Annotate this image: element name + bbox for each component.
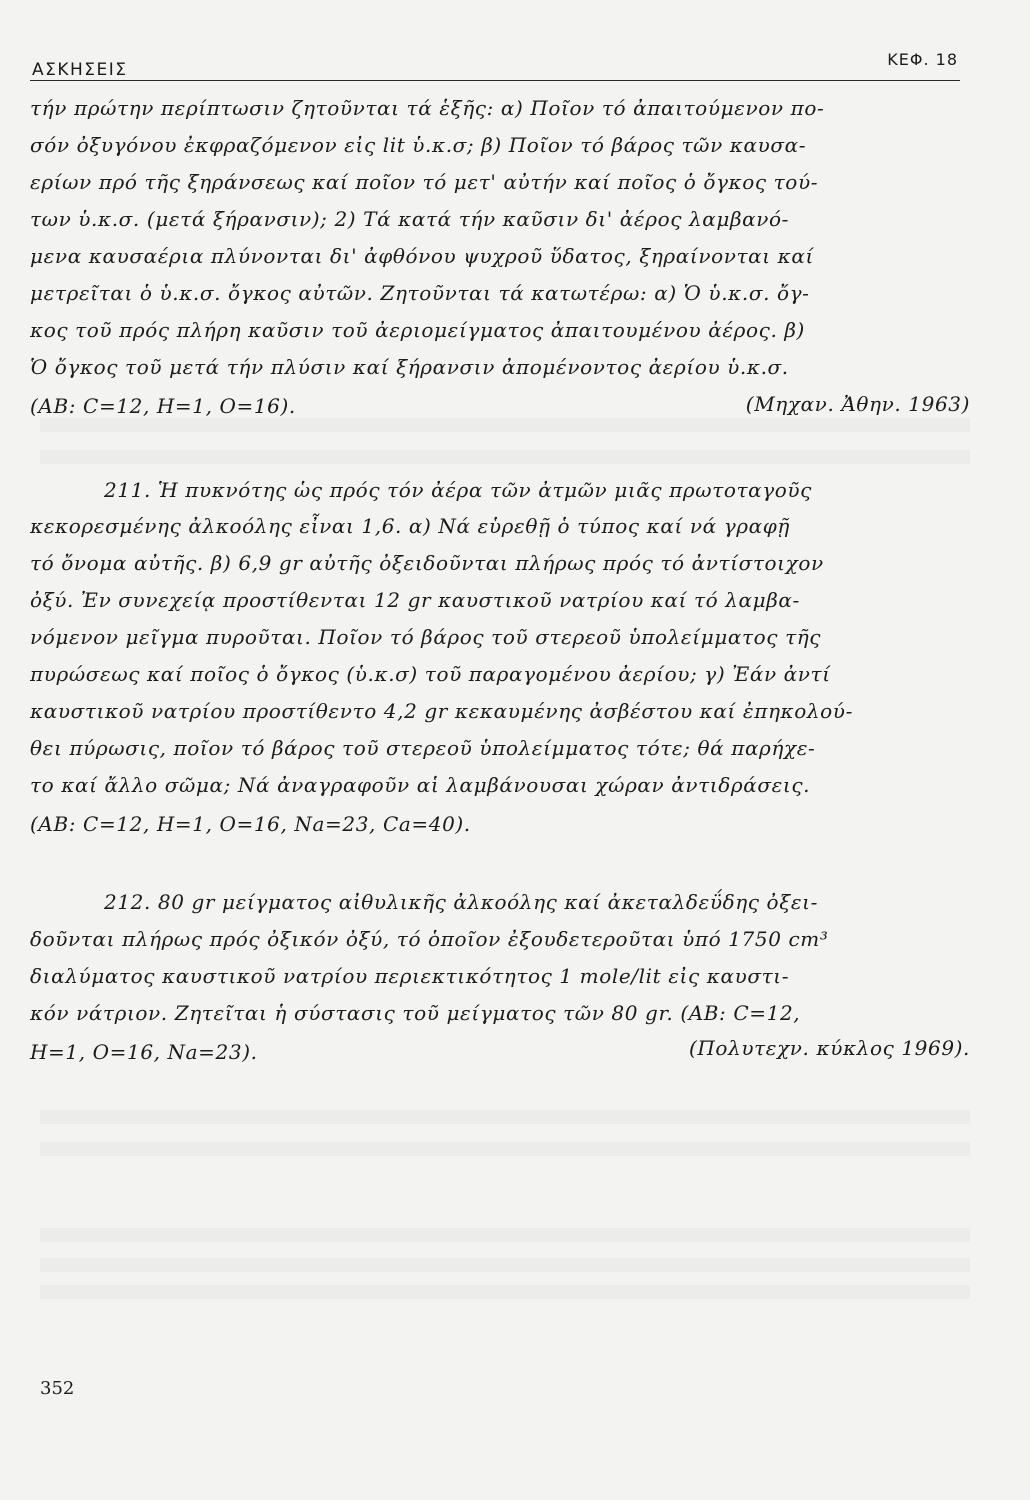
show-through-band <box>40 1258 970 1272</box>
text-line: κόν νάτριον. Ζητεῖται ἡ σύστασις τοῦ μείγματος τῶν 80 gr. (ΑΒ: C=12, <box>30 1001 801 1025</box>
exam-source: (Μηχαν. Ἀθην. 1963) <box>745 392 970 416</box>
text-line: διαλύματος καυστικοῦ νατρίου περιεκτικότητος 1 mole/lit εἰς καυστι- <box>30 964 790 988</box>
atomic-weights: (ΑΒ: C=12, H=1, O=16, Na=23, Ca=40). <box>30 812 471 836</box>
header-rule <box>30 80 960 81</box>
exercise-first-line: 212. 80 gr μείγματος αἰθυλικῆς ἀλκοόλης καί ἀκεταλδεΰδης ὀξει- <box>104 890 818 914</box>
text-line: κεκορεσμένης ἀλκοόλης εἶναι 1,6. α) Νά εὑρεθῇ ὁ τύπος καί νά γραφῇ <box>30 514 790 538</box>
show-through-band <box>40 1228 970 1242</box>
text-line: δοῦνται πλήρως πρός ὀξικόν ὀξύ, τό ὁποῖον ἐξουδετεροῦται ὑπό 1750 cm³ <box>30 927 829 951</box>
text-line: Ὁ ὄγκος τοῦ μετά τήν πλύσιν καί ξήρανσιν ἀπομένοντος ἀερίου ὑ.κ.σ. <box>30 355 789 379</box>
text-line: σόν ὀξυγόνου ἐκφραζόμενον εἰς lit ὑ.κ.σ; β) Ποῖον τό βάρος τῶν καυσα- <box>30 133 807 157</box>
show-through-band <box>40 450 970 464</box>
text-line: το καί ἄλλο σῶμα; Νά ἀναγραφοῦν αἱ λαμβάνουσαι χώραν ἀντιδράσεις. <box>30 773 811 797</box>
text-line: καυστικοῦ νατρίου προστίθεντο 4,2 gr κεκαυμένης ἀσβέστου καί ἐπηκολού- <box>30 699 853 723</box>
text-line: μενα καυσαέρια πλύνονται δι' ἀφθόνου ψυχροῦ ὕδατος, ξηραίνονται καί <box>30 244 814 268</box>
text-line: των ὑ.κ.σ. (μετά ξήρανσιν); 2) Τά κατά τήν καῦσιν δι' ἀέρος λαμβανό- <box>30 207 790 231</box>
text-line: κος τοῦ πρός πλήρη καῦσιν τοῦ ἀεριομείγματος ἀπαιτουμένου ἀέρος. β) <box>30 318 805 342</box>
text-line: θει πύρωσις, ποῖον τό βάρος τοῦ στερεοῦ ὑπολείμματος τότε; θά παρήχε- <box>30 736 816 760</box>
running-header-chapter: ΚΕΦ. 18 <box>887 50 958 69</box>
text-line: ὀξύ. Ἐν συνεχείᾳ προστίθενται 12 gr καυστικοῦ νατρίου καί τό λαμβα- <box>30 588 800 612</box>
text-line: τήν πρώτην περίπτωσιν ζητοῦνται τά ἑξῆς: α) Ποῖον τό ἀπαιτούμενον πο- <box>30 96 825 120</box>
text-line: πυρώσεως καί ποῖος ὁ ὄγκος (ὑ.κ.σ) τοῦ παραγομένου ἀερίου; γ) Ἐάν ἀντί <box>30 662 831 686</box>
show-through-band <box>40 418 970 432</box>
text-line: νόμενον μεῖγμα πυροῦται. Ποῖον τό βάρος τοῦ στερεοῦ ὑπολείμματος τῆς <box>30 625 822 649</box>
show-through-band <box>40 1285 970 1299</box>
page-number: 352 <box>40 1378 75 1399</box>
atomic-weights: (ΑΒ: C=12, H=1, O=16). <box>30 394 296 418</box>
atomic-weights: H=1, O=16, Na=23). <box>30 1040 258 1064</box>
exercise-first-line: 211. Ἡ πυκνότης ὡς πρός τόν ἀέρα τῶν ἀτμῶν μιᾶς πρωτοταγοῦς <box>104 478 812 502</box>
running-header-title: ΑΣΚΗΣΕΙΣ <box>32 60 128 80</box>
text-line: μετρεῖται ὁ ὑ.κ.σ. ὄγκος αὐτῶν. Ζητοῦνται τά κατωτέρω: α) Ὁ ὑ.κ.σ. ὄγ- <box>30 281 810 305</box>
exam-source: (Πολυτεχν. κύκλος 1969). <box>688 1036 970 1060</box>
text-line: ερίων πρό τῆς ξηράνσεως καί ποῖον τό μετ' αὐτήν καί ποῖος ὁ ὄγκος τού- <box>30 170 819 194</box>
text-line: τό ὄνομα αὐτῆς. β) 6,9 gr αὐτῆς ὀξειδοῦνται πλήρως πρός τό ἀντίστοιχον <box>30 551 824 575</box>
show-through-band <box>40 1110 970 1124</box>
show-through-band <box>40 1142 970 1156</box>
